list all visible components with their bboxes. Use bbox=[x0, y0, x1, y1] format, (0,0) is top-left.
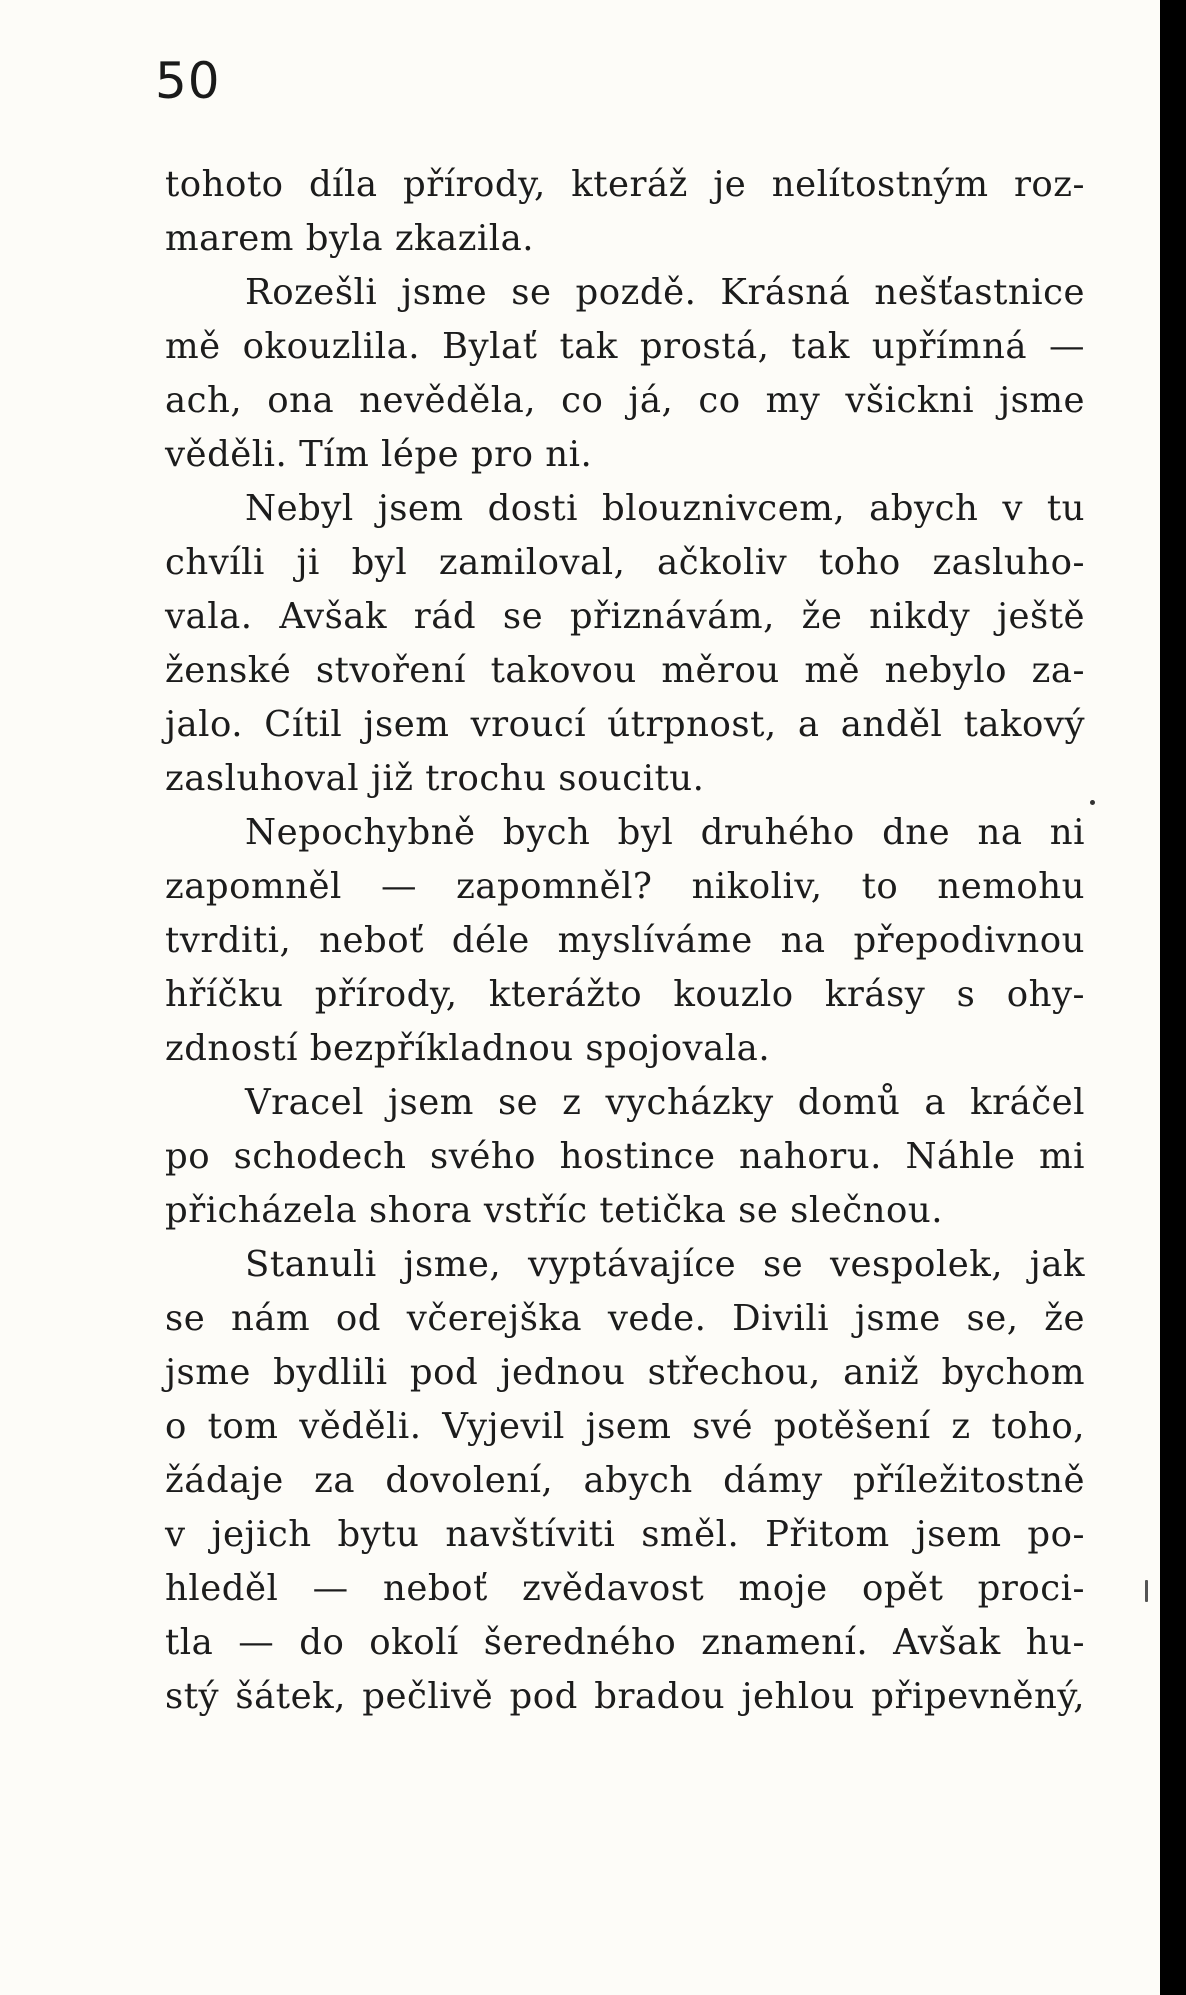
text-line: ženské stvoření takovou měrou mě nebylo za- bbox=[165, 650, 1085, 691]
text-line: v jejich bytu navštíviti směl. Přitom jsem po- bbox=[165, 1514, 1085, 1555]
text-line: Nebyl jsem dosti blouznivcem, abych v tu bbox=[245, 488, 1085, 529]
text-line: zapomněl — zapomněl? nikoliv, to nemohu bbox=[165, 866, 1085, 907]
text-line: marem byla zkazila. bbox=[165, 218, 535, 259]
text-line: se nám od včerejška vede. Divili jsme se, že bbox=[165, 1298, 1085, 1339]
text-line: zdností bezpříkladnou spojovala. bbox=[165, 1028, 771, 1069]
text-line: vala. Avšak rád se přiznávám, že nikdy ještě bbox=[165, 596, 1085, 637]
text-line: hleděl — neboť zvědavost moje opět proci- bbox=[165, 1568, 1085, 1609]
text-line: tohoto díla přírody, kteráž je nelítostným roz- bbox=[165, 164, 1085, 205]
page-number: 50 bbox=[155, 52, 221, 110]
text-line: věděli. Tím lépe pro ni. bbox=[165, 434, 593, 475]
text-line: žádaje za dovolení, abych dámy příležitostně bbox=[165, 1460, 1085, 1501]
text-line: jalo. Cítil jsem vroucí útrpnost, a anděl takový bbox=[165, 704, 1085, 745]
text-line: po schodech svého hostince nahoru. Náhle mi bbox=[165, 1136, 1085, 1177]
text-line: jsme bydlili pod jednou střechou, aniž bychom bbox=[165, 1352, 1085, 1393]
text-line: Nepochybně bych byl druhého dne na ni bbox=[245, 812, 1085, 853]
text-line: tla — do okolí šeredného znamení. Avšak hu- bbox=[165, 1622, 1085, 1663]
scan-speck bbox=[1090, 800, 1095, 805]
text-line: tvrditi, neboť déle myslíváme na přepodivnou bbox=[165, 920, 1085, 961]
text-line: Rozešli jsme se pozdě. Krásná nešťastnice bbox=[245, 272, 1085, 313]
text-line: stý šátek, pečlivě pod bradou jehlou připevněný, bbox=[165, 1676, 1085, 1717]
text-line: zasluhoval již trochu soucitu. bbox=[165, 758, 705, 799]
text-line: chvíli ji byl zamiloval, ačkoliv toho zasluho- bbox=[165, 542, 1085, 583]
text-line: hříčku přírody, kterážto kouzlo krásy s ohy- bbox=[165, 974, 1085, 1015]
text-line: Stanuli jsme, vyptávajíce se vespolek, jak bbox=[245, 1244, 1085, 1285]
text-line: přicházela shora vstříc tetička se slečnou. bbox=[165, 1190, 943, 1231]
page-gutter bbox=[1160, 0, 1186, 1995]
body-text bbox=[165, 158, 1085, 1724]
scan-speck bbox=[1145, 1580, 1148, 1602]
text-line: ach, ona nevěděla, co já, co my všickni jsme bbox=[165, 380, 1085, 421]
text-line: o tom věděli. Vyjevil jsem své potěšení z toho, bbox=[165, 1406, 1085, 1447]
text-line: Vracel jsem se z vycházky domů a kráčel bbox=[245, 1082, 1085, 1123]
text-line: mě okouzlila. Bylať tak prostá, tak upřímná — bbox=[165, 326, 1085, 367]
